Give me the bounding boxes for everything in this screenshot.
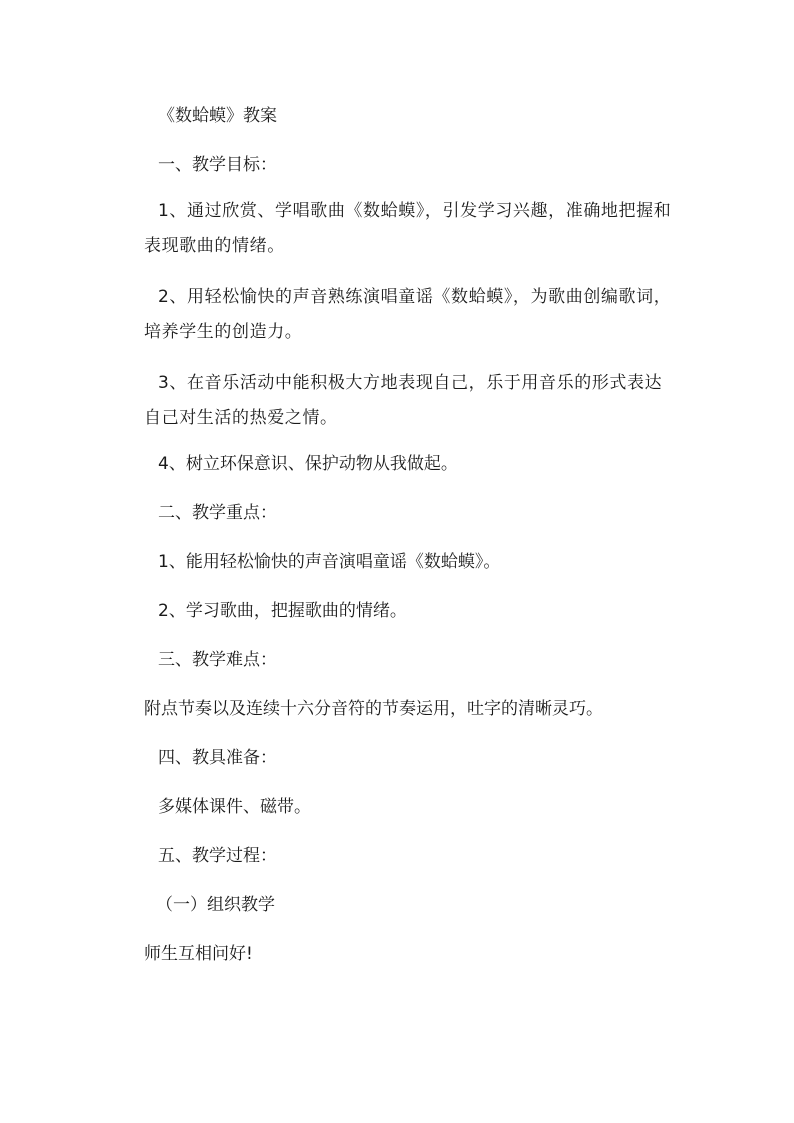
difficulty-text: 附点节奏以及连续十六分音符的节奏运用，吐字的清晰灵巧。 (144, 699, 603, 719)
section-heading-materials: 四、教具准备： (158, 748, 277, 768)
process-step-1-text: 师生互相问好! (144, 944, 253, 964)
objective-2: 2、用轻松愉快的声音熟练演唱童谣《数蛤蟆》，为歌曲创编歌词，培养学生的创造力。 (144, 287, 672, 342)
section-heading-key-points: 二、教学重点： (158, 503, 277, 523)
objective-4: 4、树立环保意识、保护动物从我做起。 (158, 454, 458, 474)
process-step-1-heading: （一）组织教学 (156, 895, 275, 915)
section-heading-objectives: 一、教学目标： (158, 155, 277, 175)
key-point-2: 2、学习歌曲，把握歌曲的情绪。 (158, 601, 407, 621)
key-point-1: 1、能用轻松愉快的声音演唱童谣《数蛤蟆》。 (158, 552, 501, 572)
document-body (144, 104, 678, 990)
document-title: 《数蛤蟆》教案 (158, 106, 277, 126)
section-heading-process: 五、教学过程： (158, 846, 277, 866)
materials-text: 多媒体课件、磁带。 (158, 797, 311, 817)
objective-1: 1、通过欣赏、学唱歌曲《数蛤蟆》，引发学习兴趣，准确地把握和表现歌曲的情绪。 (144, 201, 672, 256)
section-heading-difficulties: 三、教学难点： (158, 650, 277, 670)
objective-3: 3、在音乐活动中能积极大方地表现自己，乐于用音乐的形式表达自己对生活的热爱之情。 (144, 373, 663, 428)
